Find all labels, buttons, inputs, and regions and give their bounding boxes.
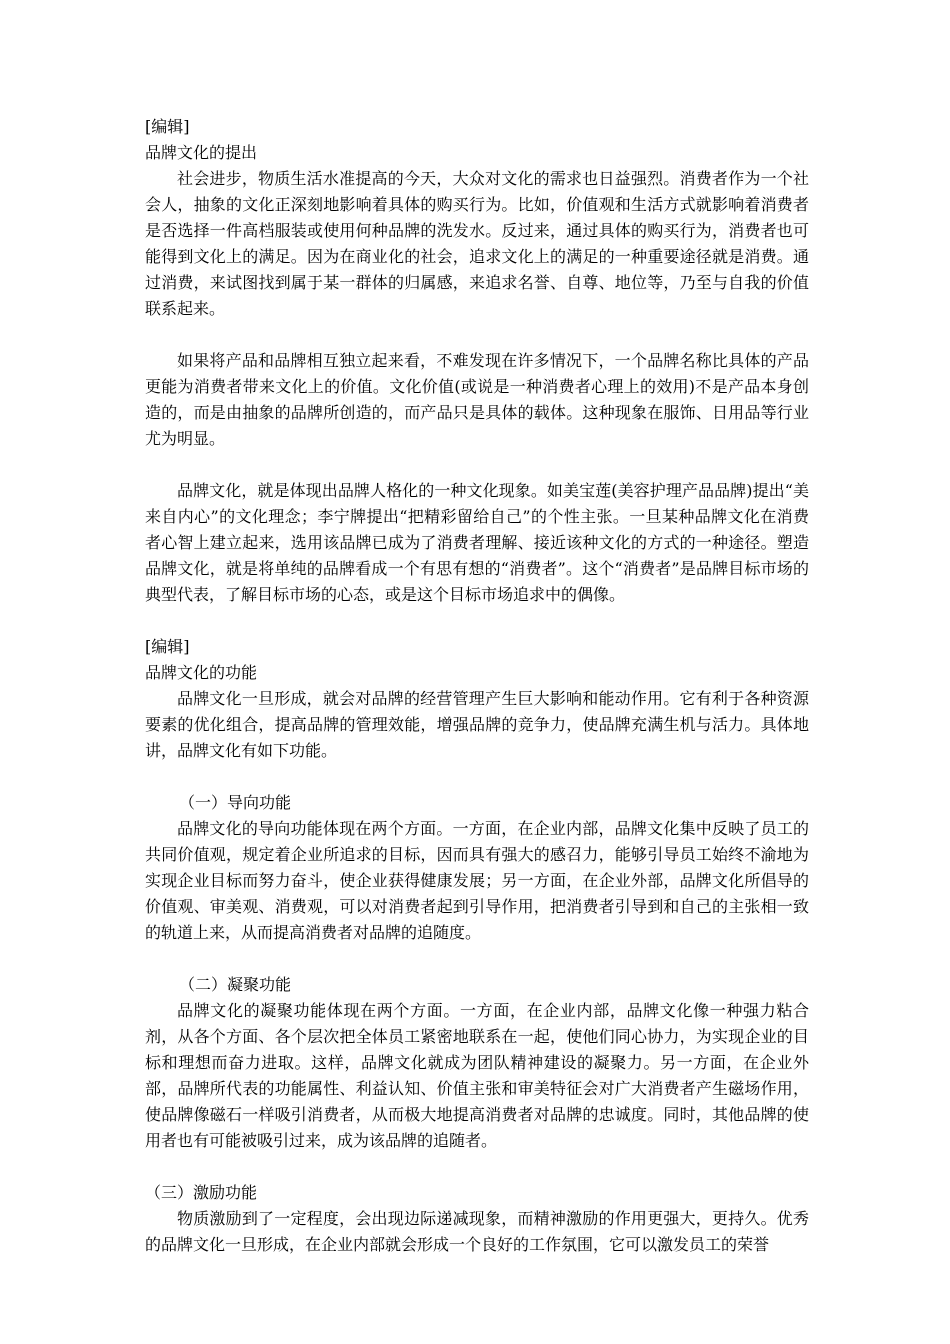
function-title-motivation: （三）激励功能 xyxy=(145,1183,258,1202)
paragraph-functions-intro: 品牌文化一旦形成，就会对品牌的经营管理产生巨大影响和能动作用。它有利于各种资源要素的优化组合，提高品牌的管理效能，增强品牌的竞争力，使品牌充满生机与活力。具体地讲，品牌文化有如下功能。 xyxy=(145,689,809,760)
paragraph-proposal-1: 社会进步，物质生活水准提高的今天，大众对文化的需求也日益强烈。消费者作为一个社会人，抽象的文化正深刻地影响着具体的购买行为。比如，价值观和生活方式就影响着消费者是否选择一件高档服装或使用何种品牌的洗发水。反过来，通过具体的购买行为，消费者也可能得到文化上的满足。因为在商业化的社会，追求文化上的满足的一种重要途径就是消费。通过消费，来试图找到属于某一群体的归属感，来追求名誉、自尊、地位等，乃至与自我的价值联系起来。 xyxy=(145,169,809,318)
function-title-guidance: （一）导向功能 xyxy=(179,793,292,812)
document-body xyxy=(145,114,809,1258)
section-heading-proposal: 品牌文化的提出 xyxy=(145,143,258,162)
edit-link-2[interactable]: [编辑] xyxy=(145,637,190,656)
function-title-cohesion: （二）凝聚功能 xyxy=(179,975,292,994)
section-heading-functions: 品牌文化的功能 xyxy=(145,663,258,682)
function-text-cohesion: 品牌文化的凝聚功能体现在两个方面。一方面，在企业内部，品牌文化像一种强力粘合剂，从各个方面、各个层次把全体员工紧密地联系在一起，使他们同心协力，为实现企业的目标和理想而奋力进取。这样，品牌文化就成为团队精神建设的凝聚力。另一方面，在企业外部，品牌所代表的功能属性、利益认知、价值主张和审美特征会对广大消费者产生磁场作用，使品牌像磁石一样吸引消费者，从而极大地提高消费者对品牌的忠诚度。同时，其他品牌的使用者也有可能被吸引过来，成为该品牌的追随者。 xyxy=(145,1001,809,1150)
paragraph-proposal-3: 品牌文化，就是体现出品牌人格化的一种文化现象。如美宝莲(美容护理产品品牌)提出“美来自内心”的文化理念；李宁牌提出“把精彩留给自己”的个性主张。一旦某种品牌文化在消费者心智上建立起来，选用该品牌已成为了消费者理解、接近该种文化的方式的一种途径。塑造品牌文化，就是将单纯的品牌看成一个有思有想的“消费者”。这个“消费者”是品牌目标市场的典型代表，了解目标市场的心态，或是这个目标市场追求中的偶像。 xyxy=(145,481,809,604)
paragraph-proposal-2: 如果将产品和品牌相互独立起来看，不难发现在许多情况下，一个品牌名称比具体的产品更能为消费者带来文化上的价值。文化价值(或说是一种消费者心理上的效用)不是产品本身创造的，而是由抽象的品牌所创造的，而产品只是具体的载体。这种现象在服饰、日用品等行业尤为明显。 xyxy=(145,351,809,448)
function-text-guidance: 品牌文化的导向功能体现在两个方面。一方面，在企业内部，品牌文化集中反映了员工的共同价值观，规定着企业所追求的目标，因而具有强大的感召力，能够引导员工始终不渝地为实现企业目标而努力奋斗，使企业获得健康发展；另一方面，在企业外部，品牌文化所倡导的价值观、审美观、消费观，可以对消费者起到引导作用，把消费者引导到和自己的主张相一致的轨道上来，从而提高消费者对品牌的追随度。 xyxy=(145,819,809,942)
edit-link-1[interactable]: [编辑] xyxy=(145,117,190,136)
function-text-motivation: 物质激励到了一定程度，会出现边际递减现象，而精神激励的作用更强大，更持久。优秀的品牌文化一旦形成，在企业内部就会形成一个良好的工作氛围，它可以激发员工的荣誉 xyxy=(145,1209,809,1254)
